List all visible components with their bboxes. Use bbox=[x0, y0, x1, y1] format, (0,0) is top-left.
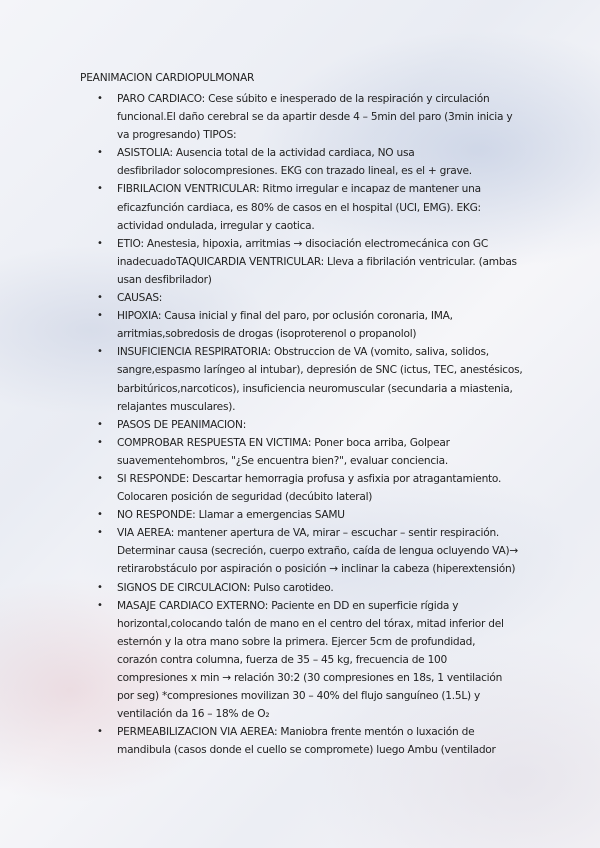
list-item bbox=[0, 144, 517, 180]
list-item-text-line: HIPOXIA: Causa inicial y final del paro, por oclusión coronaria, IMA, bbox=[117, 310, 453, 323]
list-item-text-line: PERMEABILIZACION VIA AEREA: Maniobra frente mentón o luxación de bbox=[117, 726, 475, 739]
list-item-text-line: PASOS DE PEANIMACION: bbox=[117, 418, 247, 431]
bullet-icon: • bbox=[97, 346, 103, 358]
list-item-text-line: ASISTOLIA: Ausencia total de la actividad cardiaca, NO usa bbox=[117, 147, 415, 160]
list-item bbox=[0, 579, 517, 597]
list-item bbox=[0, 597, 517, 724]
list-item-text-line: SIGNOS DE CIRCULACION: Pulso carotideo. bbox=[117, 581, 334, 594]
list-item-text-line: mandibula (casos donde el cuello se compromete) luego Ambu (ventilador bbox=[117, 744, 496, 757]
bullet-icon: • bbox=[97, 310, 103, 322]
list-item-text-line: INSUFICIENCIA RESPIRATORIA: Obstruccion de VA (vomito, saliva, solidos, bbox=[117, 346, 489, 359]
bullet-icon: • bbox=[97, 183, 103, 195]
list-item-text-line: FIBRILACION VENTRICULAR: Ritmo irregular e incapaz de mantener una bbox=[117, 183, 481, 196]
list-item bbox=[0, 723, 517, 759]
list-item-text-line: ETIO: Anestesia, hipoxia, arritmias → disociación electromecánica con GC bbox=[117, 237, 489, 250]
list-item-text-line: Determinar causa (secreción, cuerpo extraño, caída de lengua ocluyendo VA)→ bbox=[117, 545, 519, 558]
list-item-text-line: va progresando) TIPOS: bbox=[117, 129, 237, 142]
list-item-text-line: relajantes musculares). bbox=[117, 400, 236, 413]
list-item-text-line: MASAJE CARDIACO EXTERNO: Paciente en DD en superficie rígida y bbox=[117, 599, 459, 612]
bullet-icon: • bbox=[97, 147, 103, 159]
bullet-icon: • bbox=[97, 581, 103, 593]
list-item-text-line: barbitúricos,narcoticos), insuficiencia neuromuscular (secundaria a miastenia, bbox=[117, 382, 513, 395]
list-item-text-line: ventilación da 16 – 18% de O₂ bbox=[117, 708, 270, 721]
bullet-icon: • bbox=[97, 237, 103, 249]
bullet-icon: • bbox=[97, 527, 103, 539]
list-item-text-line: PARO CARDIACO: Cese súbito e inesperado de la respiración y circulación bbox=[117, 93, 490, 105]
list-item-text-line: por seg) *compresiones movilizan 30 – 40% del flujo sanguíneo (1.5L) y bbox=[117, 690, 481, 703]
list-item bbox=[0, 289, 517, 307]
list-item-text-line: compresiones x min → relación 30:2 (30 compresiones en 18s, 1 ventilación bbox=[117, 672, 503, 684]
list-item-text-line: CAUSAS: bbox=[117, 292, 163, 305]
list-item-text-line: esternón y la otra mano sobre la primera. Ejercer 5cm de profundidad, bbox=[117, 635, 476, 648]
list-item-text-line: NO RESPONDE: Llamar a emergencias SAMU bbox=[117, 509, 345, 522]
list-item-text-line: retirarobstáculo por aspiración o posición → inclinar la cabeza (hiperextensión) bbox=[117, 563, 516, 576]
bullet-icon: • bbox=[97, 436, 103, 448]
list-item-text-line: SI RESPONDE: Descartar hemorragia profusa y asfixia por atragantamiento. bbox=[117, 472, 502, 485]
list-item bbox=[0, 307, 517, 343]
list-item-text-line: eficazfunción cardiaca, es 80% de casos en el hospital (UCI, EMG). EKG: bbox=[117, 201, 481, 214]
list-item-text-line: Colocaren posición de seguridad (decúbito lateral) bbox=[117, 491, 373, 504]
list-item bbox=[0, 434, 517, 470]
list-item-text-line: corazón contra columna, fuerza de 35 – 45 kg, frecuencia de 100 bbox=[117, 653, 448, 666]
bullet-icon: • bbox=[97, 726, 103, 738]
list-item-text-line: inadecuadoTAQUICARDIA VENTRICULAR: Lleva a fibrilación ventricular. (ambas bbox=[117, 255, 517, 268]
list-item-text-line: sangre,espasmo laríngeo al intubar), depresión de SNC (ictus, TEC, anestésicos, bbox=[117, 364, 523, 377]
bullet-icon: • bbox=[97, 509, 103, 521]
list-item-text-line: horizontal,colocando talón de mano en el centro del tórax, mitad inferior del bbox=[117, 617, 504, 630]
bullet-icon: • bbox=[97, 472, 103, 484]
list-item bbox=[0, 506, 517, 524]
bullet-icon: • bbox=[97, 418, 103, 430]
bullet-list bbox=[0, 90, 600, 759]
list-item bbox=[0, 235, 517, 289]
list-item bbox=[0, 416, 517, 434]
list-item-text-line: COMPROBAR RESPUESTA EN VICTIMA: Poner boca arriba, Golpear bbox=[117, 436, 450, 449]
bullet-icon: • bbox=[97, 93, 103, 104]
list-item bbox=[0, 343, 523, 415]
list-item-text-line: actividad ondulada, irregular y caotica. bbox=[117, 219, 315, 232]
list-item bbox=[0, 90, 517, 144]
list-item-text-line: arritmias,sobredosis de drogas (isoproterenol o propanolol) bbox=[117, 328, 417, 341]
list-item-text-line: VIA AEREA: mantener apertura de VA, mirar – escuchar – sentir respiración. bbox=[117, 527, 500, 540]
list-item-text-line: funcional.El daño cerebral se da apartir desde 4 – 5min del paro (3min inicia y bbox=[117, 111, 513, 124]
bullet-icon: • bbox=[97, 599, 103, 611]
list-item bbox=[0, 180, 517, 234]
list-item bbox=[0, 470, 517, 506]
list-item-text-line: usan desfibrilador) bbox=[117, 273, 212, 286]
list-item-text-line: desfibrilador solocompresiones. EKG con trazado lineal, es el + grave. bbox=[117, 165, 472, 178]
document-title: PEANIMACION CARDIOPULMONAR bbox=[80, 72, 255, 84]
list-item bbox=[0, 524, 517, 578]
list-item-text-line: suavementehombros, "¿Se encuentra bien?", evaluar conciencia. bbox=[117, 454, 448, 467]
bullet-icon: • bbox=[97, 292, 103, 304]
